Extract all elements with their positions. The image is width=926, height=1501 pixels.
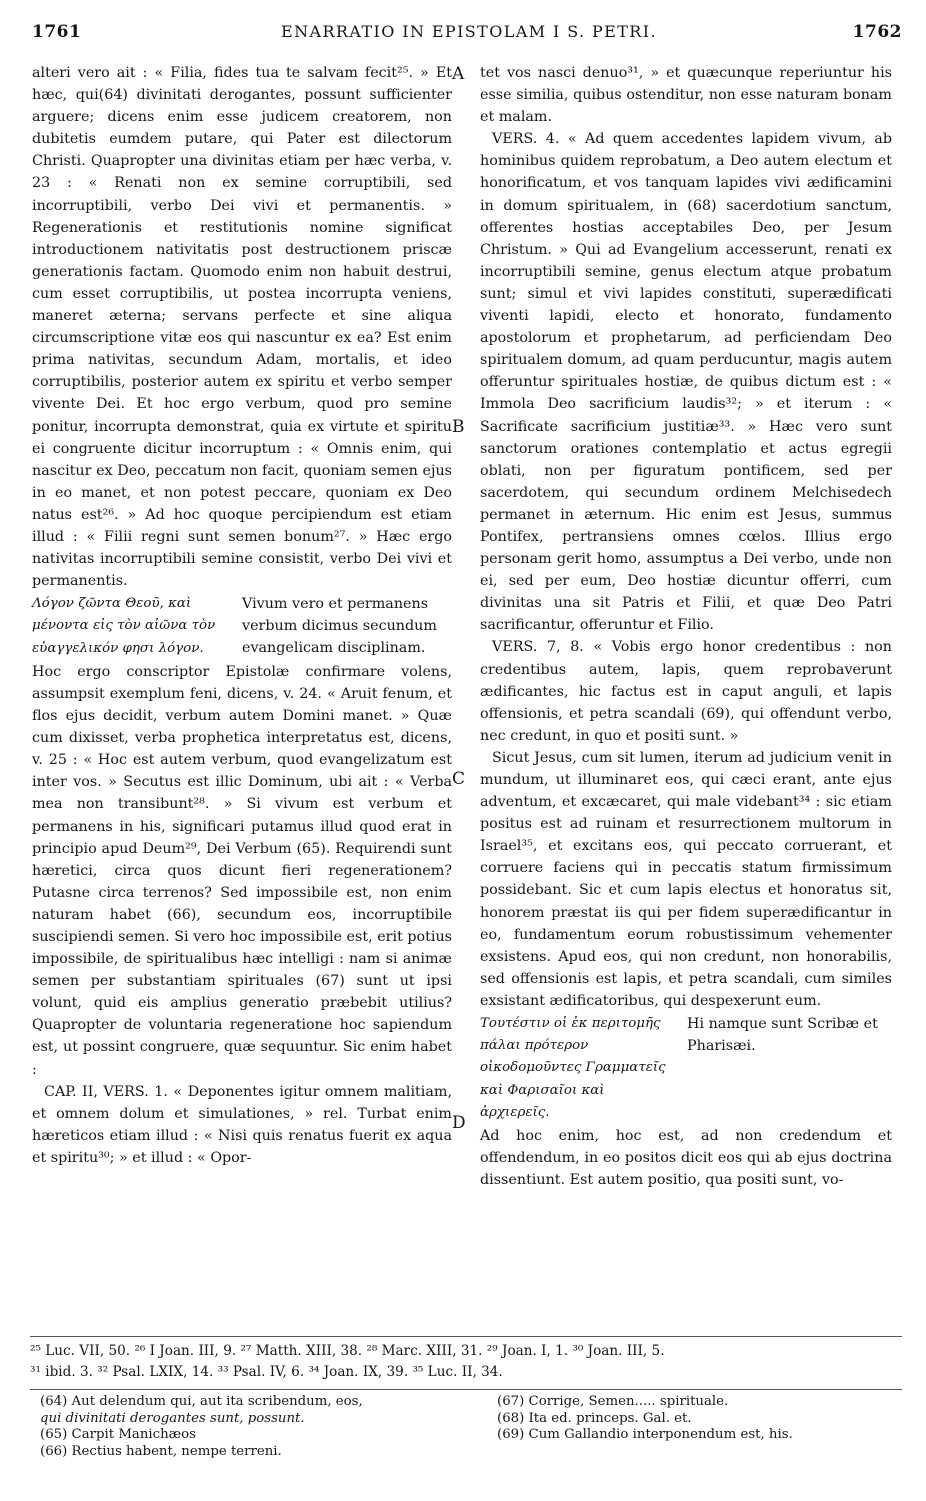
reference-line-2: ³¹ ibid. 3. ³² Psal. LXIX, 14. ³³ Psal. IV, 6. ³⁴ Joan. IX, 39. ³⁵ Luc. II, 34. <box>30 1364 503 1380</box>
left-paragraph-3: CAP. II, VERS. 1. « Deponentes igitur omnem malitiam, et omnem dolum et simulationes, » rel. Turbat enim hæreticos etiam illud : « Nisi quis renatus fuerit ex aqua et spiritu³⁰; » et illud : « Opor- <box>32 1083 452 1166</box>
note-67: (67) Corrige, Semen..... spirituale. <box>497 1394 729 1409</box>
margin-letter-a: A <box>452 64 465 84</box>
right-paragraph-5: Ad hoc enim, hoc est, ad non credendum et offendendum, in eo positos dicit eos qui ab ejus doctrina dissentiunt. Est autem positio, qua positi sunt, vo- <box>480 1128 892 1189</box>
left-paragraph-1: alteri vero ait : « Filia, fides tua te salvam fecit²⁵. » Et hæc, qui(64) divinitati derogantes, possunt sufficienter arguere; dicens enim esse judicem creatorem, non dubitetis eumdem putare, qui Pater est dilectorum Christi. Quapropter una divinitas etiam per hæc verba, v. 23 : « Renati non ex semine corruptibili, sed incorruptibili, verbo Dei vivi et permanentis. » Regenerationis et restitutionis nomine significat introductionem nativitatis post destructionem priscæ generationis factam. Quomodo enim non habuit destrui, cum esset corruptibilis, ut postea incorrupta veniens, maneret æterna; servans perfecte et sine aliqua circumscriptione vitæ eos qui nascuntur ex ea? Est enim prima nativitas, secundum Adam, mortalis, et ideo corruptibilis, posterior autem ex spiritu et verbo semper vivente Dei. Et hoc ergo verbum, quod pro semine ponitur, incorrupta demonstrat, quia ex virtute et spiritu ei congruente dicitur incorruptum : « Omnis enim, qui nascitur ex Deo, peccatum non facit, quoniam semen ejus in eo manet, et non potest peccare, quoniam ex Deo natus est²⁶. » Ad hoc quoque percipiendum est etiam illud : « Filii regni sunt semen bonum²⁷. » Hæc ergo nativitas incorruptibili semine consistit, verbo Dei vivi et permanentis. <box>32 65 452 590</box>
margin-letter-c: C <box>452 769 466 789</box>
note-64b: qui divinitati derogantes sunt, possunt. <box>40 1410 305 1426</box>
right-paragraph-4: Sicut Jesus, cum sit lumen, iterum ad judicium venit in mundum, ut illuminaret eos, qui cæci erant, ante ejus adventum, et excæcaret, qui male videbant³⁴ : sic etiam positus est ad ruinam et resurrectionem multorum in Israel³⁵, et excitans eos, qui peccato corruerant, et corruere faciens qui in peccatis statum firmissimum possidebant. Sic et cum lapis electus et honoratus sit, honorem præstat iis qui per fidem superædificantur in eo, fundamentum eorum robustissimum vehementer exsistens. Apud eos, qui non credunt, non honorabilis, sed offensionis est lapis, et petra scandali, cum similes exsistant ædificatoribus, qui despexerunt eum. <box>480 749 892 1009</box>
reference-line-1: ²⁵ Luc. VII, 50. ²⁶ I Joan. III, 9. ²⁷ Matth. XIII, 38. ²⁸ Marc. XIII, 31. ²⁹ Joan. I, 1. ³⁰ Joan. III, 5. <box>30 1343 665 1359</box>
page-title: ENARRATIO IN EPISTOLAM I S. PETRI. <box>281 22 657 41</box>
margin-letter-b: B <box>452 417 465 437</box>
left-text-column <box>32 62 452 1169</box>
editorial-notes-right <box>497 1394 907 1444</box>
note-65: (65) Carpit Manichæos <box>40 1427 197 1442</box>
left-column-number: 1761 <box>32 22 82 42</box>
running-header <box>32 22 906 54</box>
footnote-divider <box>30 1336 902 1337</box>
left-latin-translation: Vivum vero et permanens verbum dicimus secundum evangelicam disciplinam. <box>242 596 437 657</box>
right-greek-latin-block <box>480 1013 892 1124</box>
right-paragraph-3: VERS. 7, 8. « Vobis ergo honor credentibus : non credentibus autem, lapis, quem reprobaverunt ædificantes, hic factus est in caput anguli, et lapis offensionis, et petra scandali (69), qui offendunt verbo, nec credunt, in quo et positi sunt. » <box>480 639 892 744</box>
left-greek-text: Λόγον ζῶντα Θεοῦ, καὶ μένοντα εἰς τὸν αἰῶνα τὸν εὐαγγελικόν φησι λόγον. <box>32 596 216 656</box>
note-69: (69) Cum Gallandio interponendum est, his. <box>497 1427 793 1442</box>
right-paragraph-1: tet vos nasci denuo³¹, » et quæcunque reperiuntur his esse similia, quibus ostenditur, non esse naturam bonam et malam. <box>480 65 892 126</box>
right-latin-translation: Hi namque sunt Scribæ et Pharisæi. <box>687 1016 878 1055</box>
note-66: (66) Rectius habent, nempe terreni. <box>40 1443 282 1459</box>
left-paragraph-2: Hoc ergo conscriptor Epistolæ confirmare volens, assumpsit exemplum feni, dicens, v. 24. « Aruit fenum, et flos ejus decidit, verbum autem Domini manet. » Quæ cum dixisset, verba prophetica interpretatus est, dicens, v. 25 : « Hoc est autem verbum, quod evangelizatum est inter vos. » Secutus est illic Dominum, ubi ait : « Verba mea non transibunt²⁸. » Si vivum est verbum et permanens in his, significari putamus illud quod erat in principio apud Deum²⁹, Dei Verbum (65). Requirendi sunt hæretici, circa quos dicunt fieri regenerationem? Putasne circa terrenos? Sed impossibile est, non enim naturam habet (66), secundum eos, incorruptibile suscipiendi semen. Si vero hoc impossibile est, erit potius impossibile, de spiritualibus hæc intelligi : nam si animæ semen per substantiam spirituales (67) sunt ut ipsi volunt, quid eis amplius generatio præbebit utilius? Quapropter de voluntaria regeneratione hoc sapiendum est, ut possint congruere, quæ sequuntur. Sic enim habet : <box>32 663 452 1078</box>
right-paragraph-2: VERS. 4. « Ad quem accedentes lapidem vivum, ab hominibus quidem reprobatum, a Deo autem electum et honorificatum, et vos tanquam lapides vivi ædificamini in domum spiritualem, in (68) sacerdotium sanctum, offerentes hostias acceptabiles Deo, per Jesum Christum. » Qui ad Evangelium accesserunt, renati ex incorruptibili semine, genus electum atque probatum sunt; simul et vivi lapides constituti, superædificati viventi lapidi, electo et honorato, fundamento apostolorum et prophetarum, ad perficiendam Deo spiritualem domum, ad quam perducuntur, magis autem offeruntur spirituales hostiæ, de quibus dictum est : « Immola Deo sacrificium laudis³²; » et iterum : « Sacrificate sacrificium justitiæ³³. » Hæc vero sunt sanctorum orationes contemplatio et actus egregii oblati, non per figuratum pontificem, sed per sacerdotem, qui secundum ordinem Melchisedech permanet in æternum. Hic enim est Jesus, summus Pontifex, pertransiens omnes cœlos. Illius ergo personam gerit homo, assumptus a Dei verbo, unde non ei, sed per eum, Deo hostiæ dicuntur offerri, cum divinitas una sit Patris et Filii, et quæ Deo Patri sacrificantur, offeruntur et Filio. <box>480 131 892 634</box>
margin-letter-d: D <box>452 1113 466 1133</box>
scripture-references <box>30 1341 902 1383</box>
left-greek-latin-block <box>32 593 452 660</box>
right-text-column <box>480 62 892 1191</box>
right-greek-text: Τουτέστιν οἱ ἐκ περιτομῆς πάλαι πρότερον οἰκοδομοῦντες Γραμματεῖς καὶ Φαρισαῖοι καὶ ἀρχιερεῖς. <box>480 1016 666 1120</box>
editorial-notes-left <box>40 1394 480 1460</box>
notes-divider <box>30 1389 902 1390</box>
right-column-number: 1762 <box>852 22 902 42</box>
note-64a: (64) Aut delendum qui, aut ita scribendum, eos, <box>40 1394 363 1409</box>
note-68: (68) Ita ed. princeps. Gal. et. <box>497 1410 692 1426</box>
